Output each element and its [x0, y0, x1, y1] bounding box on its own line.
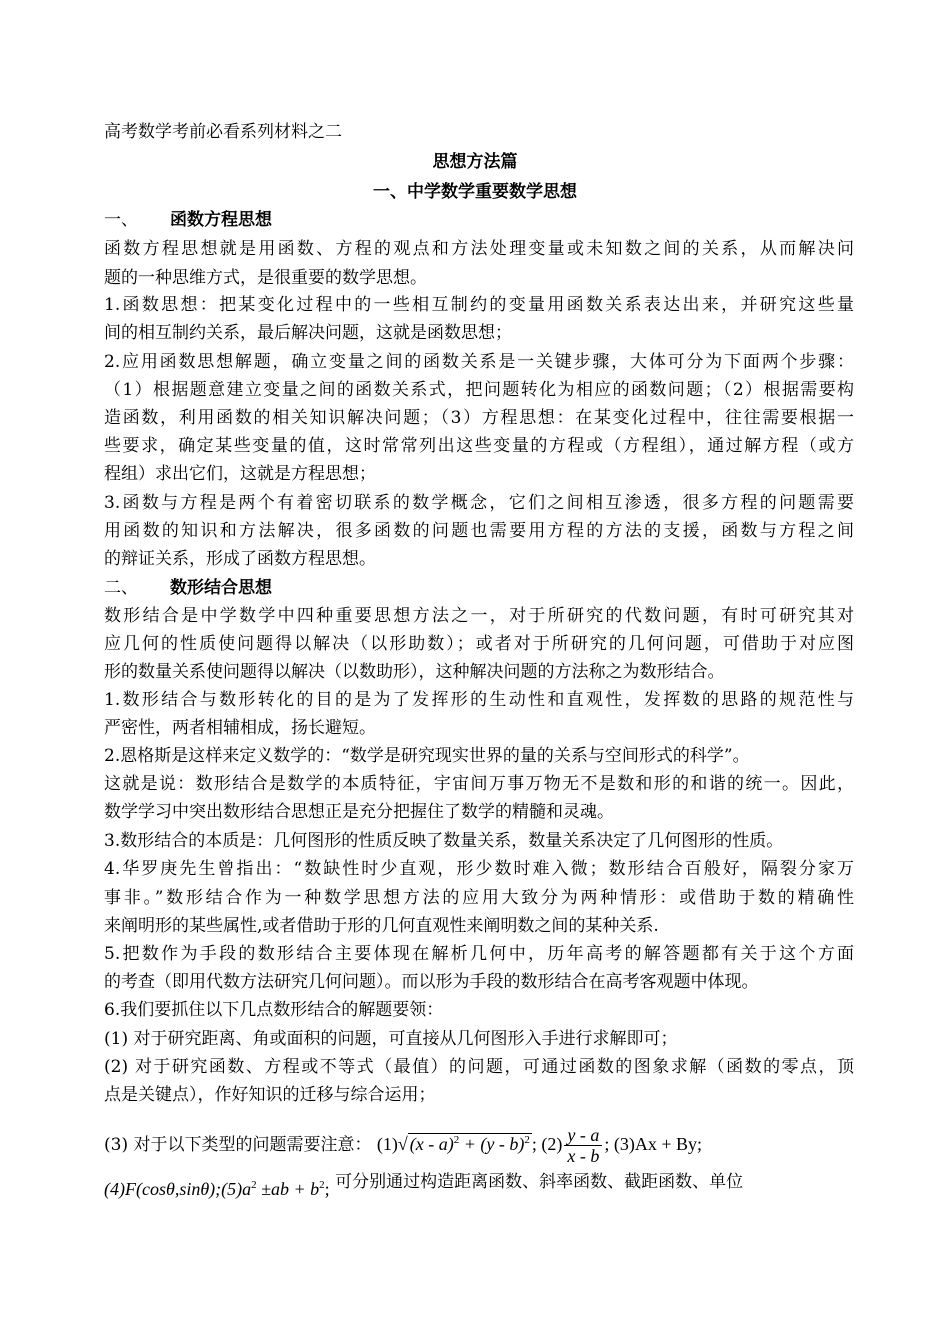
formula-separator: ; — [531, 1134, 537, 1154]
formula-3: (3)Ax + By; — [613, 1134, 703, 1154]
item-3-label: (3) 对于以下类型的问题需要注意： — [104, 1135, 372, 1155]
paragraph-line: 6.我们要抓住以下几点数形结合的解题要领： — [104, 1000, 444, 1020]
paragraph-line: 这就是说：数形结合是数学的本质特征，宇宙间万事万物无不是数和形的和谐的统一。因此， — [104, 774, 854, 794]
formula-1-term-a: (x - a) — [409, 1134, 454, 1154]
formula-2-prefix: (2) — [541, 1134, 563, 1154]
paragraph-line: 点是关键点），作好知识的迁移与综合运用； — [104, 1085, 436, 1105]
paragraph-line: 数形结合是中学数学中四种重要思想方法之一，对于所研究的代数问题，有时可研究其对 — [104, 606, 854, 626]
part-title: 思想方法篇 — [432, 152, 518, 172]
paragraph-line: 3.数形结合的本质是：几何图形的性质反映了数量关系，数量关系决定了几何图形的性质。 — [104, 831, 784, 851]
section-2-title: 数形结合思想 — [170, 578, 272, 598]
paragraph-line: 的辩证关系，形成了函数方程思想。 — [104, 549, 376, 569]
exponent: 2 — [453, 1134, 460, 1146]
formula-2 — [541, 1125, 614, 1167]
paragraph-line: 用函数的知识和方法解决，很多函数的问题也需要用方程的方法的支援，函数与方程之间 — [104, 521, 854, 541]
section-1-title: 函数方程思想 — [170, 210, 272, 230]
series-title: 高考数学考前必看系列材料之二 — [104, 122, 342, 142]
formula-1-prefix: (1) — [376, 1134, 398, 1154]
formula-separator: ; — [604, 1134, 610, 1154]
formula-1-term-b: + (y - b) — [463, 1134, 525, 1154]
paragraph-line: 造函数，利用函数的相关知识解决问题；（3）方程思想：在某变化过程中，往往需要根据一 — [104, 408, 854, 428]
formula-4-5 — [104, 1179, 330, 1199]
paragraph-line: 1.函数思想：把某变化过程中的一些相互制约的变量用函数关系表达出来，并研究这些量 — [104, 295, 854, 315]
formula-1 — [377, 1133, 542, 1154]
paragraph-line: 间的相互制约关系，最后解决问题，这就是函数思想； — [104, 323, 512, 343]
paragraph-line: 来阐明形的某些属性,或者借助于形的几何直观性来阐明数之间的某种关系. — [104, 916, 659, 936]
paragraph-line: 2.恩格斯是这样来定义数学的：“数学是研究现实世界的量的关系与空间形式的科学”。 — [104, 746, 750, 766]
section-2-heading — [104, 576, 854, 600]
section-2-number: 二、 — [104, 578, 138, 598]
exponent: 2 — [319, 1179, 325, 1191]
paragraph-line: 应几何的性质使问题得以解决（以形助数）；或者对于所研究的几何问题，可借助于对应图 — [104, 634, 854, 654]
paragraph-line: 程组）求出它们，这就是方程思想； — [104, 464, 376, 484]
sqrt-icon: √ — [397, 1134, 408, 1154]
paragraph-line: 4.华罗庚先生曾指出：“数缺性时少直观，形少数时难入微；数形结合百般好，隔裂分家万 — [104, 859, 854, 879]
section-1-number: 一、 — [104, 210, 138, 230]
item-3-line — [104, 1116, 854, 1167]
paragraph-line: （1）根据题意建立变量之间的函数关系式，把问题转化为相应的函数问题；（2）根据需要构 — [104, 380, 854, 400]
exponent: 2 — [251, 1179, 257, 1191]
formula-4-part-b: ±ab + b — [256, 1179, 320, 1199]
section-1-heading — [104, 208, 854, 232]
paragraph-line: 数学学习中突出数形结合思想正是充分把握住了数学的精髓和灵魂。 — [104, 802, 614, 822]
paragraph-line: 3.函数与方程是两个有着密切联系的数学概念，它们之间相互渗透，很多方程的问题需要 — [104, 493, 854, 513]
paragraph-line: 5.把数作为手段的数形结合主要体现在解析几何中，历年高考的解答题都有关于这个方面 — [104, 944, 854, 964]
paragraph-line: 严密性，两者相辅相成，扬长避短。 — [104, 718, 376, 738]
paragraph-line: 题的一种思维方式，是很重要的数学思想。 — [104, 268, 427, 288]
paragraph-line: 1.数形结合与数形转化的目的是为了发挥形的生动性和直观性，发挥数的思路的规范性与 — [104, 690, 854, 710]
paragraph-line: (2) 对于研究函数、方程或不等式（最值）的问题，可通过函数的图象求解（函数的零点，顶 — [104, 1057, 854, 1077]
exponent: 2 — [524, 1134, 530, 1146]
paragraph-line: 2.应用函数思想解题，确立变量之间的函数关系是一关键步骤，大体可分为下面两个步骤： — [104, 352, 854, 372]
paragraph-line: (1) 对于研究距离、角或面积的问题，可直接从几何图形入手进行求解即可； — [104, 1029, 678, 1049]
sqrt-radicand — [408, 1133, 532, 1154]
paragraph-line: 的考查（即用代数方法研究几何问题）。而以形为手段的数形结合在高考客观题中体现。 — [104, 972, 759, 992]
formula-4-part-a: (4)F(cosθ,sinθ);(5)a — [104, 1179, 252, 1199]
item-4-tail: 可分别通过构造距离函数、斜率函数、截距函数、单位 — [335, 1172, 744, 1192]
formula-separator: ; — [324, 1179, 330, 1199]
paragraph-line: 形的数量关系使问题得以解决（以数助形），这种解决问题的方法称之为数形结合。 — [104, 662, 725, 682]
fraction-denominator: x - b — [567, 1146, 600, 1167]
fraction-numerator: y - a — [564, 1125, 602, 1146]
paragraph-line: 些要求，确定某些变量的值，这时常常列出这些变量的方程或（方程组），通过解方程（或方 — [104, 436, 854, 456]
chapter-title: 一、中学数学重要数学思想 — [373, 182, 577, 202]
paragraph-line: 函数方程思想就是用函数、方程的观点和方法处理变量或未知数之间的关系，从而解决问 — [104, 239, 854, 259]
paragraph-line: 事非。”数形结合作为一种数学思想方法的应用大致分为两种情形：或借助于数的精确性 — [104, 888, 854, 908]
fraction — [564, 1125, 602, 1166]
item-4-line — [104, 1170, 854, 1200]
